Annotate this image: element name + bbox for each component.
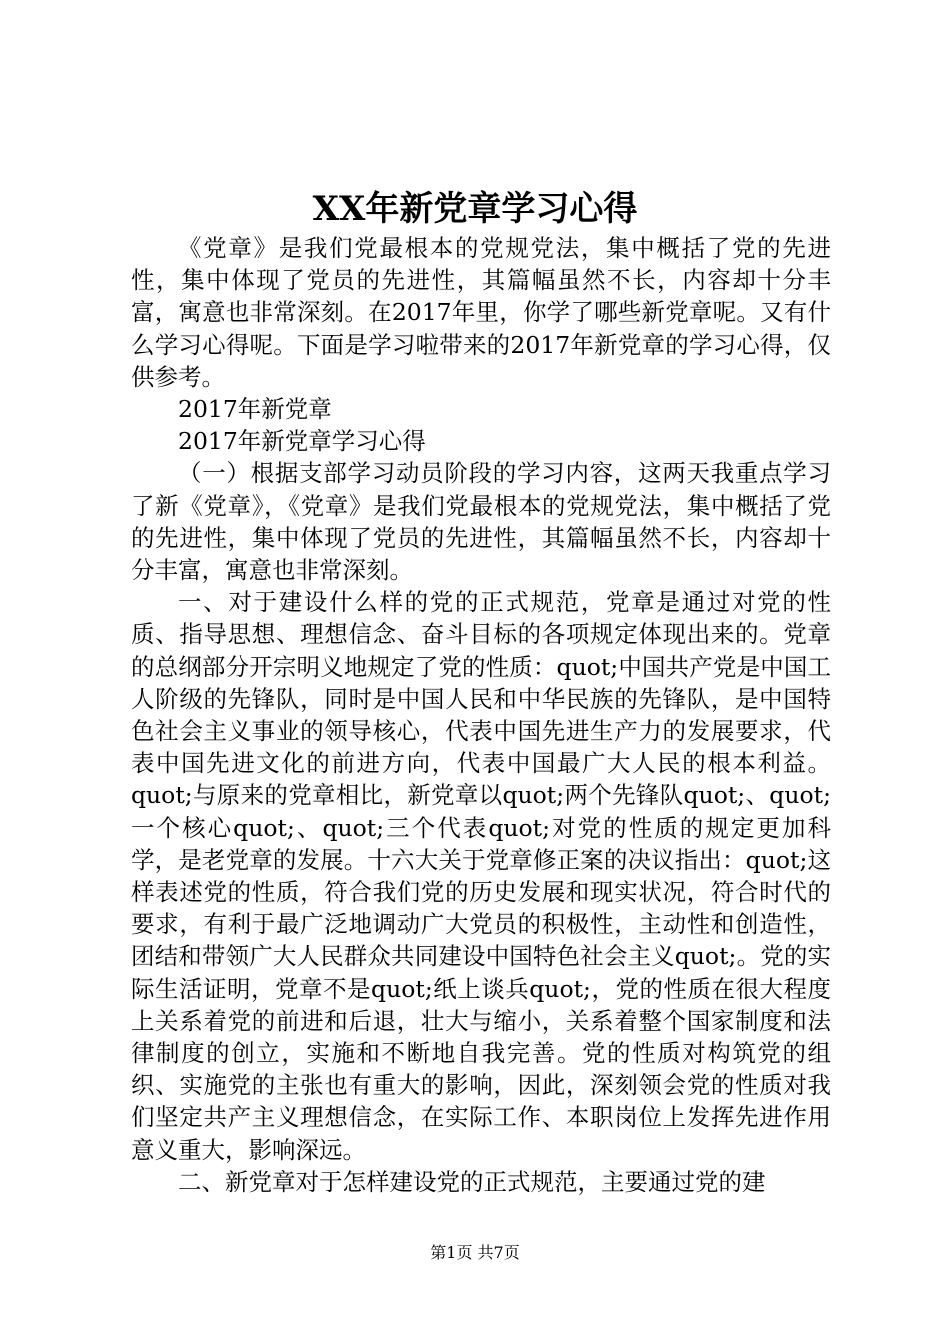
document-title: XX年新党章学习心得 (312, 189, 638, 229)
page-footer: 第1页 共7页 (430, 1243, 520, 1262)
document-body (131, 232, 831, 1198)
paragraph-section-1: （一）根据支部学习动员阶段的学习内容，这两天我重点学习了新《党章》，《党章》是我们党最根本的党规党法，集中概括了党的先进性，集中体现了党员的先进性，其篇幅虽然不长，内容却十分丰富，寓意也非常深刻。 (131, 459, 831, 585)
paragraph-section-2: 一、对于建设什么样的党的正式规范，党章是通过对党的性质、指导思想、理想信念、奋斗目标的各项规定体现出来的。党章的总纲部分开宗明义地规定了党的性质：quot;中国共产党是中国工人阶级的先锋队，同时是中国人民和中华民族的先锋队，是中国特色社会主义事业的领导核心，代表中国先进生产力的发展要求，代表中国先进文化的前进方向，代表中国最广大人民的根本利益。quot;与原来的党章相比，新党章以quot;两个先锋队quot;、quot;一个核心quot;、quot;三个代表quot;对党的性质的规定更加科学，是老党章的发展。十六大关于党章修正案的决议指出：quot;这样表述党的性质，符合我们党的历史发展和现实状况，符合时代的要求，有利于最广泛地调动广大党员的积极性，主动性和创造性，团结和带领广大人民群众共同建设中国特色社会主义quot;。党的实际生活证明，党章不是quot;纸上谈兵quot;，党的性质在很大程度上关系着党的前进和后退，壮大与缩小，关系着整个国家制度和法律制度的创立，实施和不断地自我完善。党的性质对构筑党的组织、实施党的主张也有重大的影响，因此，深刻领会党的性质对我们坚定共产主义理想信念，在实际工作、本职岗位上发挥先进作用意义重大，影响深远。 (131, 588, 831, 1164)
paragraph-section-3: 二、新党章对于怎样建设党的正式规范，主要通过党的建 (178, 1167, 766, 1196)
paragraph-heading-2: 2017年新党章学习心得 (178, 427, 426, 456)
paragraph-intro: 《党章》是我们党最根本的党规党法，集中概括了党的先进性，集中体现了党员的先进性，其篇幅虽然不长，内容却十分丰富，寓意也非常深刻。在2017年里，你学了哪些新党章呢。又有什么学习心得呢。下面是学习啦带来的2017年新党章的学习心得，仅供参考。 (131, 234, 831, 391)
paragraph-heading-1: 2017年新党章 (178, 395, 332, 424)
